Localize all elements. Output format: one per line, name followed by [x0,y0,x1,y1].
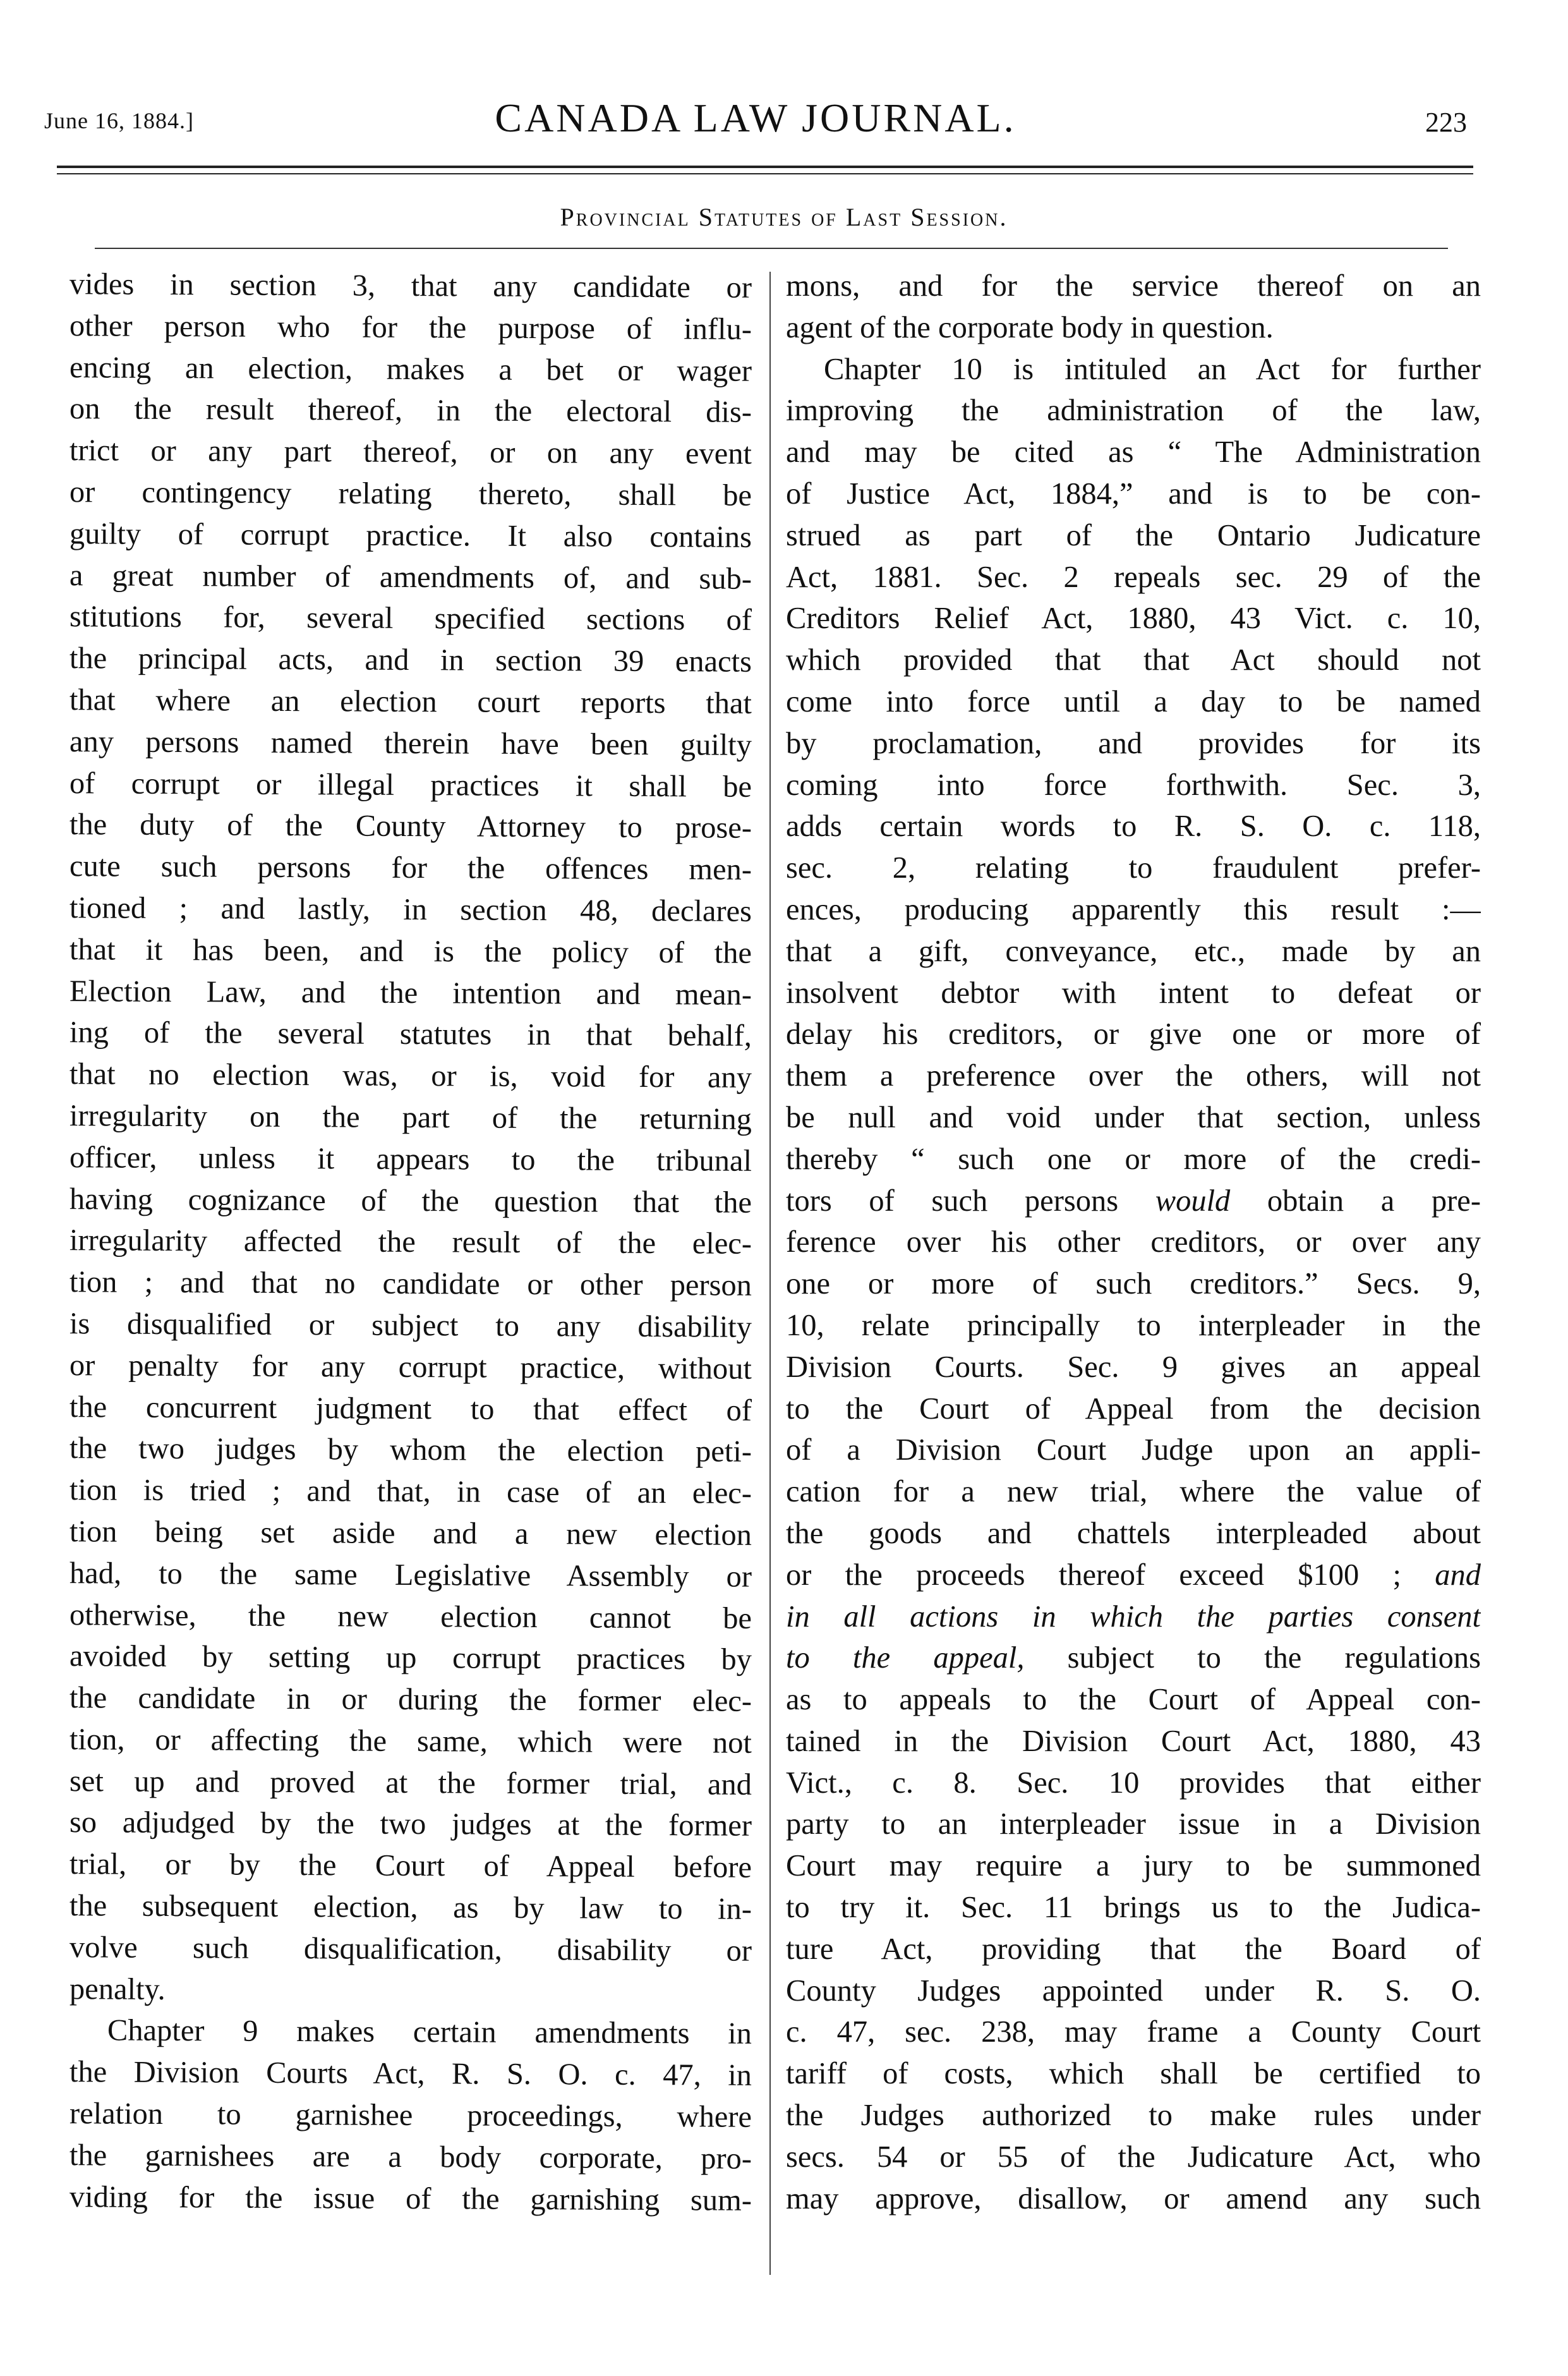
text-line: or contingency relating thereto, shall be [69,475,752,512]
text-line: c. 47, sec. 238, may frame a County Court [786,2015,1481,2049]
column-divider [769,272,771,2275]
text-line: of a Division Court Judge upon an appli- [786,1433,1481,1467]
text-line: sec. 2, relating to fraudulent prefer- [786,851,1481,885]
text-line: avoided by setting up corrupt practices by [69,1639,752,1677]
journal-title: CANADA LAW JOURNAL. [495,95,1016,140]
text-line: ference over his other creditors, or over any [786,1225,1481,1259]
text-line: the goods and chattels interpleaded about [786,1516,1481,1550]
section-heading: Provincial Statutes of Last Session. [560,203,1008,231]
text-line: Act, 1881. Sec. 2 repeals sec. 29 of the [786,560,1481,594]
text-line: or the proceeds thereof exceed $100 ; and [786,1558,1481,1592]
text-line: party to an interpleader issue in a Division [786,1807,1481,1841]
text-line: Vict., c. 8. Sec. 10 provides that either [786,1766,1481,1800]
text-line: Chapter 10 is intituled an Act for further [824,352,1481,386]
heading-rule [95,248,1448,249]
text-line: tors of such persons would obtain a pre- [786,1184,1481,1218]
text-line: which provided that that Act should not [786,643,1481,677]
text-line: as to appeals to the Court of Appeal con- [786,1683,1481,1717]
text-line: agent of the corporate body in question. [786,310,1274,344]
text-line: ture Act, providing that the Board of [786,1932,1481,1966]
text-line: to try it. Sec. 11 brings us to the Judica- [786,1891,1481,1925]
text-line: irregularity on the part of the returning [69,1099,752,1136]
text-line: officer, unless it appears to the tribunal [69,1140,752,1178]
text-line: tion, or affecting the same, which were not [69,1723,752,1760]
issue-date: June 16, 1884.] [44,108,194,133]
text-line: the two judges by whom the election peti- [69,1431,752,1469]
text-line: tariff of costs, which shall be certified to [786,2057,1481,2091]
text-line: coming into force forthwith. Sec. 3, [786,768,1481,802]
text-line: guilty of corrupt practice. It also contains [69,516,752,554]
text-line: the subsequent election, as by law to in- [69,1889,752,1926]
text-line: on the result thereof, in the electoral dis- [69,392,752,430]
running-head [44,95,1467,152]
text-line: set up and proved at the former trial, and [69,1764,752,1802]
text-line: may approve, disallow, or amend any such [786,2181,1481,2215]
text-line: improving the administration of the law, [786,394,1481,428]
text-line: tioned ; and lastly, in section 48, declares [69,891,752,928]
text-line: tion ; and that no candidate or other person [69,1265,752,1302]
text-line: that a gift, conveyance, etc., made by an [786,934,1481,968]
text-line: or penalty for any corrupt practice, without [69,1348,752,1386]
text-line: a great number of amendments of, and sub- [69,558,752,596]
text-line: the Division Courts Act, R. S. O. c. 47, in [69,2055,752,2093]
text-line: viding for the issue of the garnishing sum- [69,2179,752,2217]
text-line: 10, relate principally to interpleader in the [786,1308,1481,1342]
text-line: come into force until a day to be named [786,684,1481,718]
text-line: delay his creditors, or give one or more of [786,1017,1481,1052]
right-column [786,265,1481,2219]
text-line: cute such persons for the offences men- [69,849,752,887]
text-line: stitutions for, several specified sections of [69,600,752,638]
text-line: other person who for the purpose of influ- [69,308,752,346]
text-line: that no election was, or is, void for any [69,1057,752,1094]
text-line: of corrupt or illegal practices it shall be [69,766,752,804]
text-line: Chapter 9 makes certain amendments in [107,2013,752,2051]
text-line: Division Courts. Sec. 9 gives an appeal [786,1350,1481,1384]
text-line: strued as part of the Ontario Judicature [786,518,1481,552]
text-line: encing an election, makes a bet or wager [69,350,752,388]
text-line: and may be cited as “ The Administration [786,435,1481,470]
text-line: trial, or by the Court of Appeal before [69,1847,752,1885]
text-line: in all actions in which the parties consent [786,1599,1481,1634]
text-line: ences, producing apparently this result :— [786,892,1481,926]
text-line: tion is tried ; and that, in case of an elec- [69,1473,752,1510]
text-line: the candidate in or during the former elec- [69,1681,752,1718]
text-line: secs. 54 or 55 of the Judicature Act, who [786,2140,1481,2174]
header-rule-thick [57,166,1473,168]
text-line: adds certain words to R. S. O. c. 118, [786,809,1481,844]
text-line: volve such disqualification, disability or [69,1930,752,1968]
text-line: having cognizance of the question that the [69,1182,752,1220]
text-line: Creditors Relief Act, 1880, 43 Vict. c. 10, [786,602,1481,636]
text-line: that where an election court reports that [69,683,752,720]
text-line: insolvent debtor with intent to defeat or [786,976,1481,1010]
text-line: them a preference over the others, will not [786,1059,1481,1093]
text-line: had, to the same Legislative Assembly or [69,1556,752,1594]
header-rule-thin [57,173,1473,174]
text-line: Election Law, and the intention and mean- [69,974,752,1012]
text-line: mons, and for the service thereof on an [786,269,1481,303]
text-line: thereby “ such one or more of the credi- [786,1142,1481,1176]
text-line: by proclamation, and provides for its [786,726,1481,760]
text-line: one or more of such creditors.” Secs. 9, [786,1267,1481,1301]
left-column [69,265,752,2219]
text-line: be null and void under that section, unless [786,1100,1481,1134]
text-line: tion being set aside and a new election [69,1515,752,1552]
text-line: otherwise, the new election cannot be [69,1597,752,1635]
text-line: trict or any part thereof, or on any event [69,433,752,471]
text-line: ing of the several statutes in that behalf, [69,1015,752,1053]
text-line: so adjudged by the two judges at the former [69,1805,752,1843]
text-line: relation to garnishee proceedings, where [69,2097,752,2134]
page-number: 223 [1425,107,1467,138]
text-line: the Judges authorized to make rules under [786,2099,1481,2133]
text-line: penalty. [69,1972,166,2006]
text-line: is disqualified or subject to any disability [69,1307,752,1344]
text-line: the garnishees are a body corporate, pro- [69,2138,752,2176]
text-line: to the Court of Appeal from the decision [786,1391,1481,1426]
text-line: cation for a new trial, where the value of [786,1475,1481,1509]
text-line: tained in the Division Court Act, 1880, 43 [786,1724,1481,1758]
text-line: County Judges appointed under R. S. O. [786,1973,1481,2008]
text-line: of Justice Act, 1884,” and is to be con- [786,476,1481,511]
text-line: the principal acts, and in section 39 enacts [69,641,752,679]
text-line: to the appeal, subject to the regulations [786,1641,1481,1675]
text-line: Court may require a jury to be summoned [786,1849,1481,1883]
text-line: irregularity affected the result of the elec- [69,1223,752,1261]
text-line: any persons named therein have been guilty [69,724,752,762]
text-line: the duty of the County Attorney to prose- [69,808,752,846]
text-line: that it has been, and is the policy of the [69,932,752,970]
text-line: the concurrent judgment to that effect of [69,1390,752,1427]
text-line: vides in section 3, that any candidate or [69,267,752,305]
